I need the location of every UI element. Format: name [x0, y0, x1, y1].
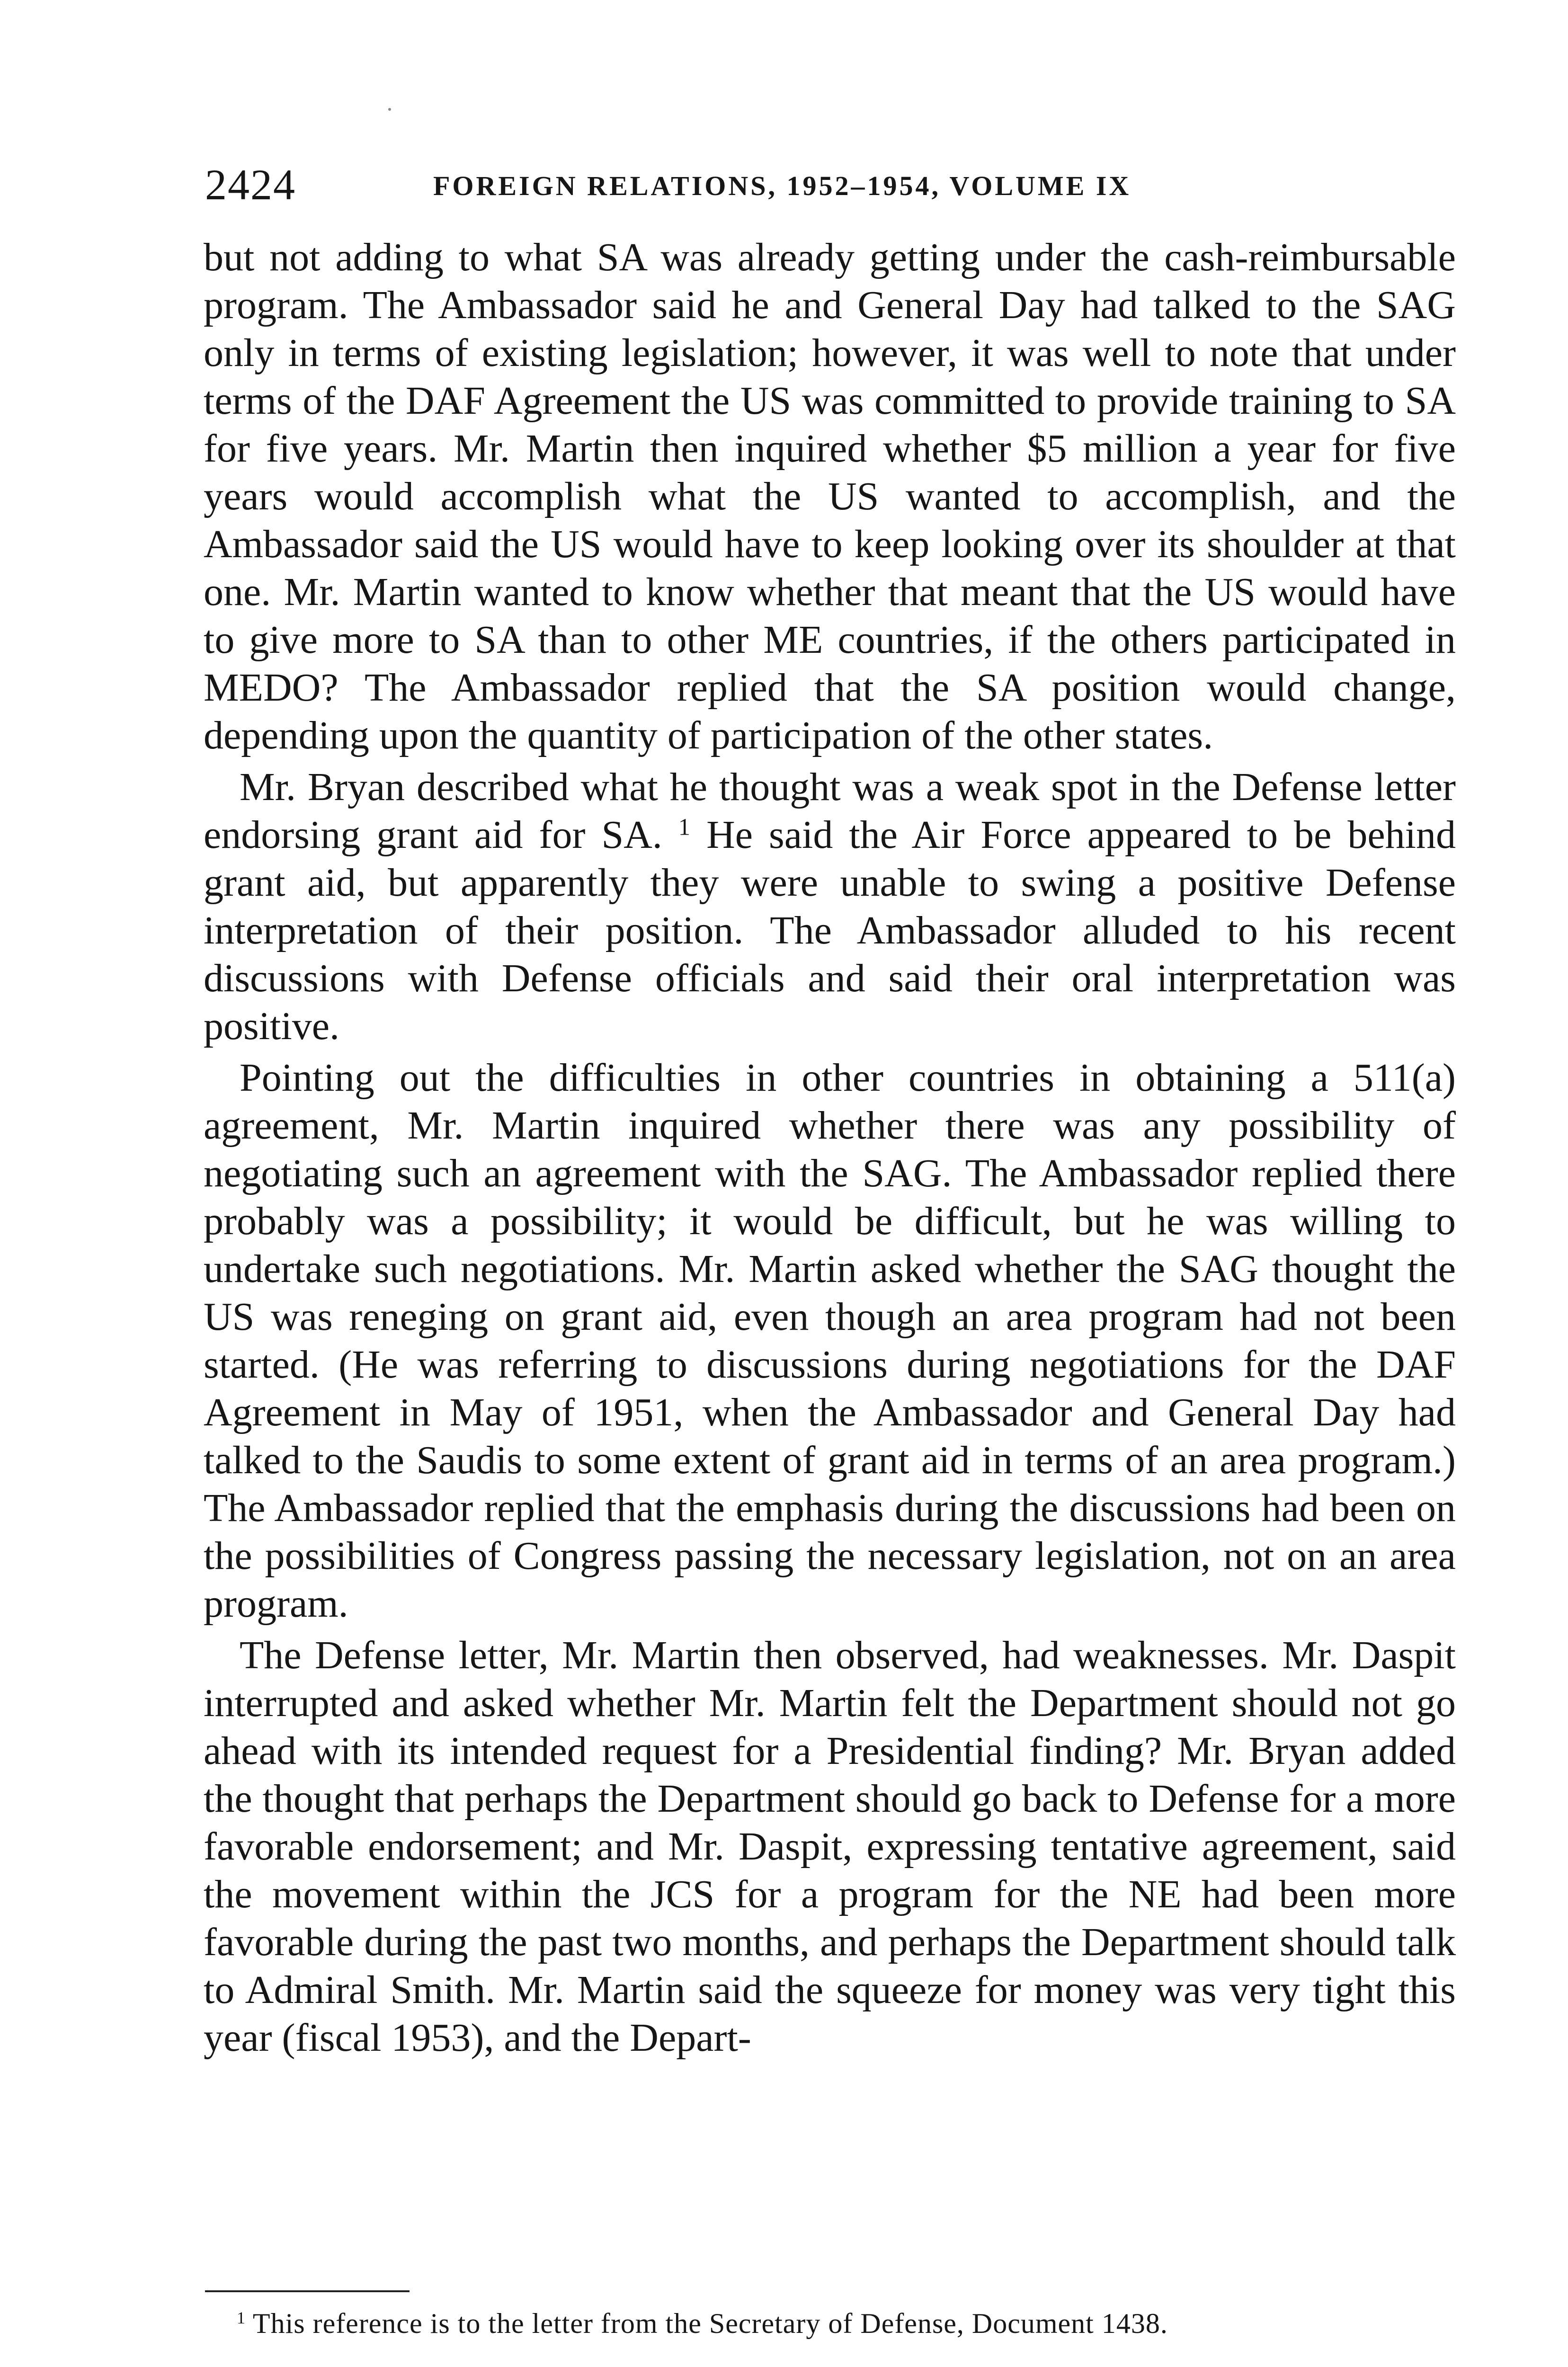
paragraph-4: The Defense letter, Mr. Martin then observed, had weaknesses. Mr. Daspit interrupted and asked whether Mr. Martin felt the Department should not go ahead with its intended request for a Presidential finding? Mr. Bryan added the thought that perhaps the Department should go back to Defense for a more favorable endorsement; and Mr. Daspit, expressing tentative agreement, said the movement within the JCS for a program for the NE had been more favorable during the past two months, and perhaps the Department should talk to Admiral Smith. Mr. Martin said the squeeze for money was very tight this year (fiscal 1953), and the Depart- — [204, 1633, 1456, 2060]
paragraph-2-text-b: He said the Air Force appeared to be behind grant aid, but apparently they were unable to swing a positive Defense interpretation of their position. The Ambassador alluded to his recent discussions with Defense officials and said their oral interpretation was positive. — [204, 813, 1456, 1048]
paragraph-3: Pointing out the difficulties in other countries in obtaining a 511(a) agreement, Mr. Martin inquired whether there was any possibility of negotiating such an agreement with the SAG. The Ambassador replied there probably was a possibility; it would be difficult, but he was willing to undertake such negotiations. Mr. Martin asked whether the SAG thought the US was reneging on grant aid, even though an area program had not been started. (He was referring to discussions during negotiations for the DAF Agreement in May of 1951, when the Ambassador and General Day had talked to the Saudis to some extent of grant aid in terms of an area program.) The Ambassador replied that the emphasis during the discussions had been on the possibilities of Congress passing the necessary legislation, not on an area program. — [204, 1056, 1456, 1626]
running-head: FOREIGN RELATIONS, 1952–1954, VOLUME IX — [433, 170, 1131, 201]
footnote — [237, 2305, 1449, 2342]
footnote-text: This reference is to the letter from the Secretary of Defense, Document 1438. — [252, 2308, 1168, 2339]
body-text — [204, 233, 1456, 2062]
paragraph-2 — [204, 763, 1456, 1050]
footnote-reference: 1 — [678, 813, 691, 840]
scan-speck — [388, 108, 391, 111]
footnote-marker: 1 — [237, 2308, 246, 2328]
paragraph-1: but not adding to what SA was already getting under the cash-reimbursable program. The Ambassador said he and General Day had talked to the SAG only in terms of existing legislation; however, it was well to note that under terms of the DAF Agreement the US was committed to provide training to SA for five years. Mr. Martin then inquired whether $5 million a year for five years would accomplish what the US wanted to accomplish, and the Ambassador said the US would have to keep looking over its shoulder at that one. Mr. Martin wanted to know whether that meant that the US would have to give more to SA than to other ME countries, if the others participated in MEDO? The Ambassador replied that the SA position would change, depending upon the quantity of participation of the other states. — [204, 235, 1456, 757]
paragraph-2-text-a: Mr. Bryan described what he thought was a weak spot in the Defense letter endorsing grant aid for SA. — [204, 765, 1456, 857]
page-number: 2424 — [205, 160, 296, 209]
footnote-rule — [205, 2290, 410, 2292]
page-header — [205, 156, 1455, 213]
